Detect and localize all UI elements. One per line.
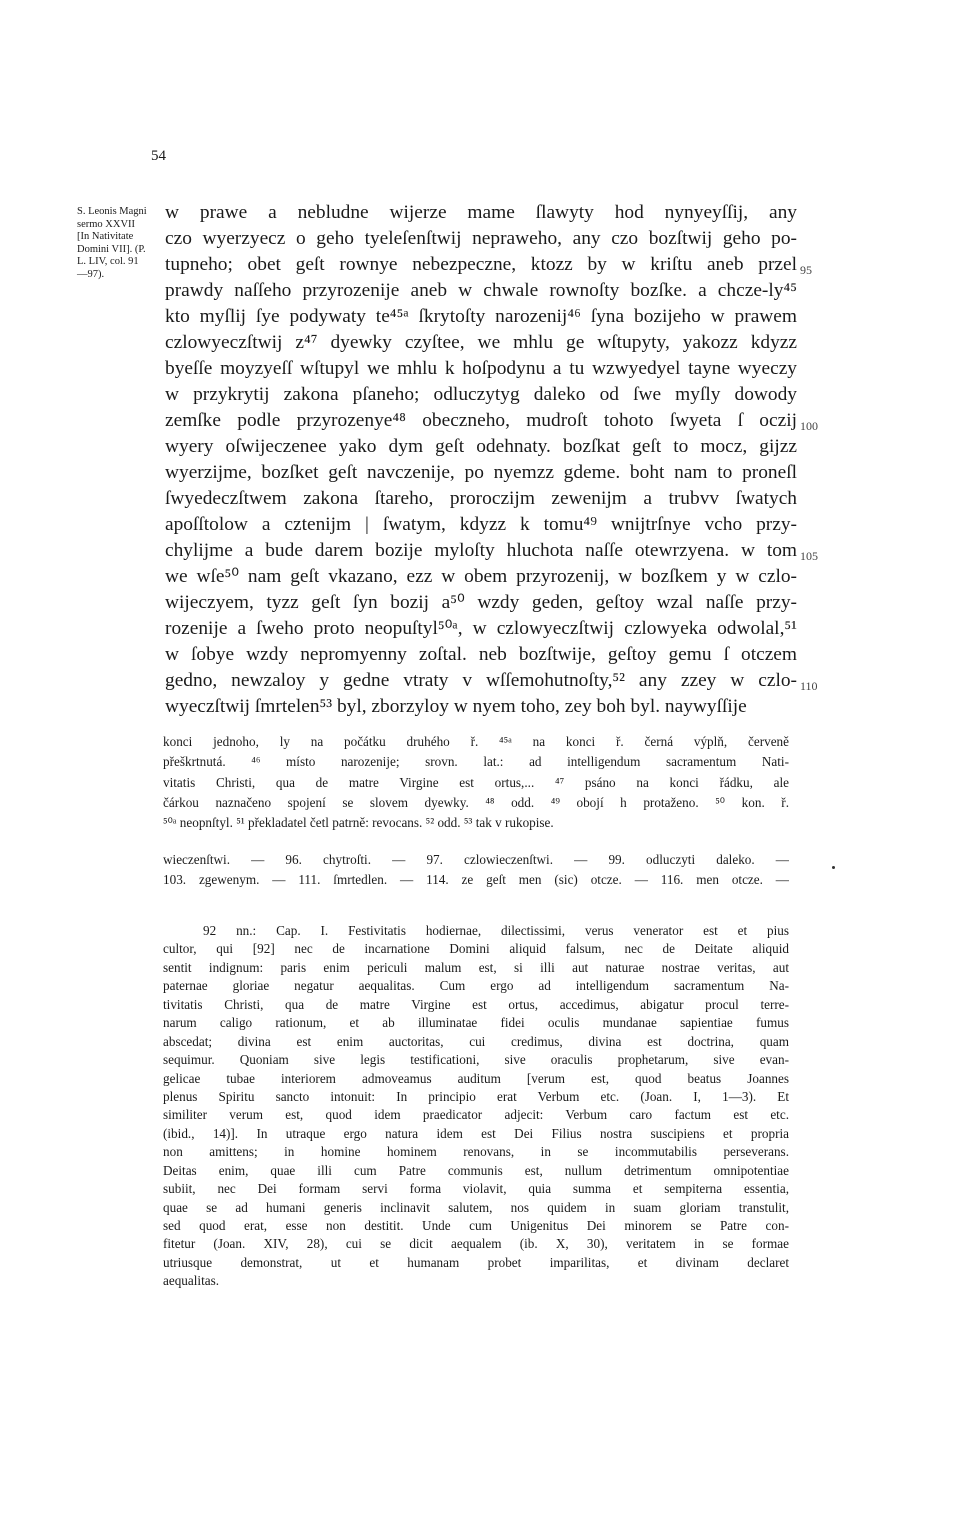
text-line: w przykrytij zakona pſaneho; odluczytyg daleko od ſwe myſly dowody [165,384,797,405]
latin-line: fitetur (Joan. XIV, 28), cui se dicit aequalem (ib. X, 30), veritatem in se formae [163,1236,789,1252]
latin-line: quae se ad humani generis inclinavit salutem, nos quidem in suam gloriam transtulit, [163,1199,789,1215]
text-line: byeſſe moyzyeſſ wſtupyl we mhlu k hoſpodynu a tu wzwyedyel tayne wyeczy [165,358,797,379]
line-number: 110 [800,679,818,693]
footnote-line: ⁵⁰ᵃ neopnſtyl. ⁵¹ překladatel četl patrně: revocans. ⁵² odd. ⁵³ tak v rukopise. [163,815,554,831]
latin-line: gelicae tubae interiorem admoveamus auditum [verum est, quod beatus Joannes [163,1070,789,1086]
margin-note-line: [In Nativitate [77,231,134,242]
text-line: czo wyerzyecz o geho tyeleſenſtwij nepraweho, any czo bozſtwij geho po- [165,228,797,249]
latin-line: paternae gloriae negatur aequalitas. Cum ergo ad intelligendum sacramentum Na- [163,978,789,994]
text-line: w ſobye wzdy nepromyenny zoſtal. neb bozſtwije, geſtoy gemu ſ otczem [165,644,797,665]
margin-note-line: —97). [77,268,105,280]
text-line: chylijme a bude darem bozije myloſty hluchota naſſe otewrzyena. w tom [165,540,797,561]
text-line: we wſe⁵⁰ nam geſt vkazano, ezz w obem przyrozenij, w bozſkem y w czlo- [165,566,797,587]
latin-line: utriusque demonstrat, ut et humanam probet imparilitas, et divinam declaret [163,1254,789,1270]
latin-line: plenus Spiritu sancto intonuit: In principio erat Verbum etc. (Joan. I, 1—3). Et [163,1088,789,1104]
text-line: gedno, newzaloy y gedne vtraty v wſſemohutnoſty,⁵² any zzey w czlo- [165,670,797,691]
main-text [165,200,797,720]
footnote-line: čárkou naznačeno spojení se slovem dyewky. ⁴⁸ odd. ⁴⁹ obojí h protaženo. ⁵⁰ kon. ř. [163,794,789,810]
footnote-line: konci jednoho, ly na počátku druhého ř. ⁴⁵ᵃ na konci ř. černá výplň, červeně [163,734,789,749]
margin-note [77,206,163,281]
latin-line: 92 nn.: Cap. I. Festivitatis hodiernae, dilectissimi, verus venerator est et pius [203,923,789,938]
latin-line: non amittens; in homine hominem renovans, in se incommutabilis perseverans. [163,1144,789,1160]
variant-line: wieczenſtwi. — 96. chytroſti. — 97. czlowieczenſtwi. — 99. odluczyti daleko. — [163,852,789,867]
variant-line: 103. zgewenym. — 111. ſmrtedlen. — 114. ze geſt men (sic) otcze. — 116. men otcze. — [163,872,789,888]
latin-line: similiter verum est, quod idem praedicator adjecit: Verbum caro factum est etc. [163,1107,789,1123]
stray-mark [832,866,835,869]
latin-line: (ibid., 14)]. In utraque ergo natura idem est Dei Filius nostra suscipiens et propria [163,1125,789,1141]
latin-line: tivitatis Christi, qua de matre Virgine est ortus, accedimus, abigatur procul terre- [163,996,789,1012]
text-line: ſwyedeczſtwem zakona ſtareho, proroczijm zewenijm a trubvv ſwatych [165,488,797,509]
latin-line: sed quod erat, esse non destitit. Unde cum Unigenitus Dei minorem se Patre con- [163,1218,789,1233]
footnote-line: vitatis Christi, qua de matre Virgine est ortus,... ⁴⁷ psáno na konci řádku, ale [163,774,789,790]
margin-note-line: Domini VII]. (P. [77,243,146,255]
text-line: wyery oſwijeczenee yako dym geſt odehnaty. bozſkat geſt to mocz, gijzz [165,436,797,457]
latin-line: aequalitas. [163,1273,220,1289]
text-line: rozenije a ſweho proto neopuſtyl⁵⁰ᵃ, w czlowyeczſtwij czlowyeka odwolal,⁵¹ [165,618,797,639]
text-line: zemſke podle przyrozenye⁴⁸ obeczneho, mudroſt tohoto ſwyeta ſ oczij [165,410,797,431]
latin-line: sentit indignum: paris enim periculi malum est, si illi aut naturae nostrae veritas, aut [163,959,789,975]
latin-line: sequimur. Quoniam sive legis testificationi, sive oraculis prophetarum, sive evan- [163,1052,789,1068]
margin-note-line: sermo XXVII [77,218,136,230]
latin-line: cultor, qui [92] nec de incarnatione Domini aliquid falsum, nec de Deitate aliquid [163,941,789,957]
text-line: apoſſtolow a cztenijm | ſwatym, kdyzz k tomu⁴⁹ wnijtrſnye vcho przy- [165,514,797,535]
text-line: w prawe a nebludne wijerze mame ſlawyty hod nynyeyſſij, any [165,202,797,223]
line-number: 105 [800,549,818,563]
text-line: prawdy naſſeho przyrozenije aneb w chwale rownoſty bozſke. a chcze-ly⁴⁵ [165,280,797,301]
text-line: wijeczyem, tyzz geſt ſyn bozij a⁵⁰ wzdy geden, geſtoy wzal naſſe przy- [165,592,797,613]
text-line: wyerzijme, bozſket geſt navczenije, po nyemzz gdeme. boht nam to proneſl [165,462,797,483]
variant-readings [163,850,789,891]
line-number: 100 [800,419,818,433]
latin-line: narum caligo rationum, et ab illuminatae fidei oculis mundanae sapientiae fumus [163,1015,789,1031]
text-line: wyeczſtwij ſmrtelen⁵³ byl, zborzyloy w nyem toho, zey boh byl. naywyſſije [165,696,747,717]
margin-note-line: L. LIV, col. 91 [77,256,139,267]
margin-note-line: S. Leonis Magni [77,206,147,217]
latin-line: abscedat; divina est enim auctoritas, cui credimus, divina est doctrina, quam [163,1033,789,1049]
footnotes [163,732,789,833]
latin-source [163,922,789,1291]
latin-line: Deitas enim, quae illi cum Patre communis est, nullum detrimentum omnipotentiae [163,1162,789,1178]
page-number: 54 [151,148,166,164]
latin-line: subiit, nec Dei formam servi forma violavit, quia summa et sempiterna essentia, [163,1181,789,1197]
footnote-line: přeškrtnutá. ⁴⁶ místo narozenije; srovn. lat.: ad intelligendum sacramentum Nati- [163,754,789,770]
text-line: czlowyeczſtwij z⁴⁷ dyewky czyſtee, we mhlu ge wſtupyty, yakozz kdyzz [165,332,797,353]
text-line: tupneho; obet geſt rownye nebezpeczne, ktozz by w kriſtu aneb przel [165,254,797,275]
line-number: 95 [800,263,812,277]
text-line: kto myſlij ſye podywaty te⁴⁵ᵃ ſkrytoſty narozenij⁴⁶ ſyna bozijeho w prawem [165,306,797,327]
